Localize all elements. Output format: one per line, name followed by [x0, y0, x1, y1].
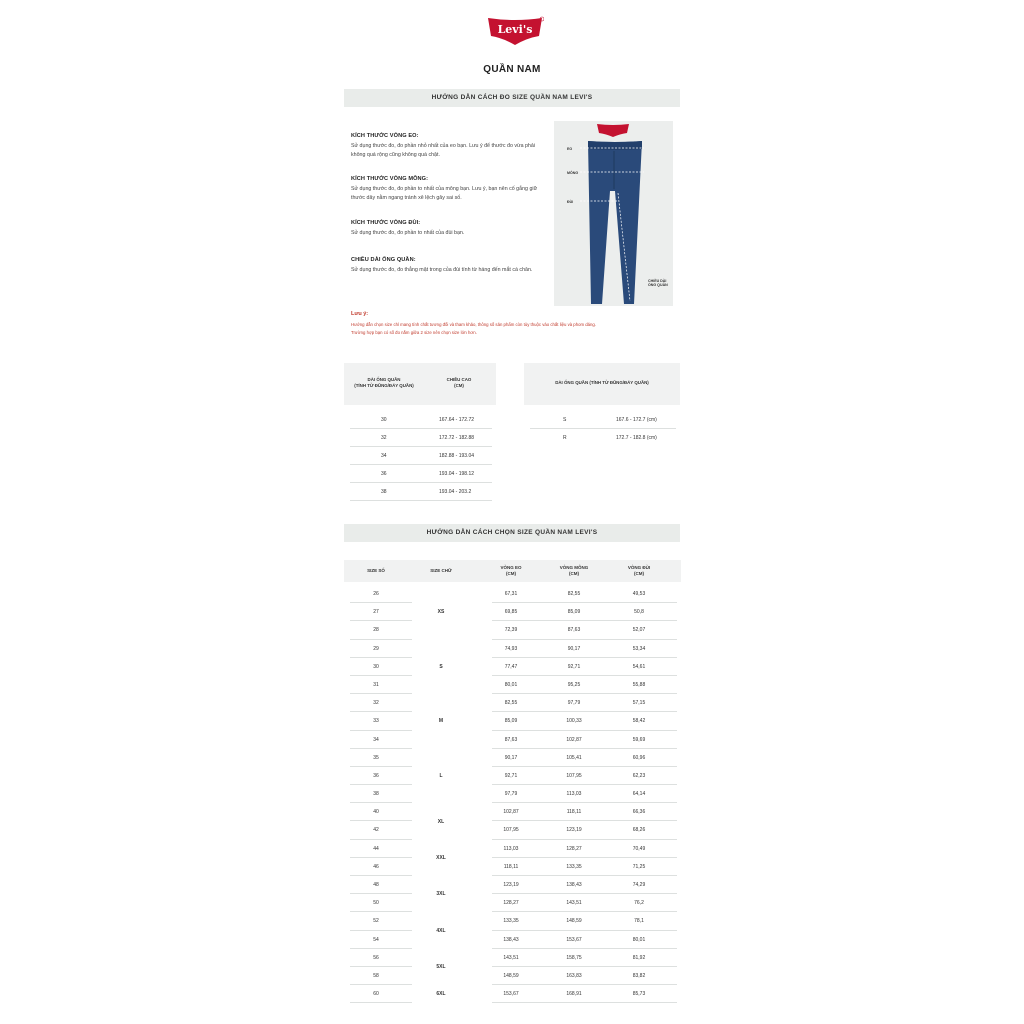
table-cell: 118,11: [503, 863, 519, 870]
table-row: [344, 858, 681, 876]
table-cell: 52: [373, 918, 379, 925]
size-letter-label: XXL: [436, 854, 446, 861]
note-heading: Lưu ý:: [351, 311, 369, 317]
inseam-label-line2: ỐNG QUẦN: [648, 283, 668, 287]
table-cell: 83,82: [632, 972, 646, 979]
hip-guide: [351, 176, 546, 202]
table-row: [344, 712, 681, 730]
table-cell: 82,55: [567, 591, 581, 597]
table-cell: 71,25: [632, 863, 646, 870]
column-header: CHIỀU CAO (CM): [446, 377, 472, 388]
table-row: [344, 785, 681, 803]
table-row: [344, 640, 681, 658]
table-cell: 60,96: [632, 754, 646, 761]
table-cell: 138,43: [503, 936, 519, 943]
table-cell: 81,92: [632, 954, 646, 961]
table-cell: 30: [373, 663, 379, 670]
table-cell: 52,07: [632, 627, 646, 634]
table-row: S 167.6 - 172.7 (cm): [524, 411, 680, 429]
table-row: [344, 676, 681, 694]
table-row: [344, 818, 681, 839]
table-cell: 56: [373, 954, 379, 961]
size-letter-label: 4XL: [436, 927, 446, 934]
table-cell: 44: [373, 845, 379, 852]
hip-text: Sử dụng thước đo, đo phần to nhất của mông bạn. Lưu ý, bạn nên cố gắng giữ thước dây nằm ngang tránh xê lệch gây sai số.: [351, 186, 538, 201]
table-cell: 49,53: [632, 591, 646, 597]
table-row: [344, 912, 681, 930]
table-cell: 76,2: [634, 900, 644, 907]
table-header: [344, 363, 496, 405]
page-title: QUẦN NAM: [483, 64, 541, 75]
table-cell: 168,91: [566, 991, 582, 998]
size-chart-table: [344, 560, 681, 1003]
thigh-guide: [351, 220, 546, 238]
table-cell: 72,39: [504, 627, 518, 634]
size-guide-title: HƯỚNG DẪN CÁCH CHỌN SIZE QUẦN NAM LEVI'S: [344, 524, 680, 542]
table-cell: 74,29: [632, 882, 646, 888]
table-row: [344, 585, 681, 603]
table-cell: 54,61: [632, 663, 646, 670]
table-row: [344, 931, 681, 949]
table-cell: 28: [373, 627, 379, 634]
table-cell: 85,73: [632, 991, 646, 998]
table-cell: 123,19: [503, 882, 519, 888]
table-row: 32 172.72 - 182.88: [344, 429, 496, 447]
table-cell: 57,15: [632, 700, 646, 707]
table-cell: 33: [373, 718, 379, 725]
table-cell: 138,43: [566, 882, 582, 888]
table-cell: 85,09: [567, 609, 581, 616]
table-cell: 58,42: [632, 718, 646, 725]
table-row: 30 167.64 - 172.72: [344, 411, 496, 429]
table-cell: 143,51: [503, 954, 519, 961]
table-cell: 102,87: [566, 736, 582, 743]
table-cell: 87,63: [504, 736, 518, 743]
thigh-label: ĐÙI: [567, 200, 574, 204]
column-header: VÒNG ĐÙI (CM): [627, 565, 651, 576]
column-header: VÒNG MÔNG (CM): [559, 565, 589, 576]
table-cell: 143,51: [566, 900, 582, 907]
table-cell: 158,75: [566, 954, 582, 961]
table-cell: 92,71: [567, 663, 581, 670]
size-letter-label: 5XL: [436, 964, 446, 971]
table-cell: 36: [373, 772, 379, 779]
table-header: [344, 560, 681, 582]
table-cell: 68,26: [632, 827, 646, 834]
table-cell: 118,11: [566, 809, 582, 816]
table-cell: 90,17: [567, 645, 581, 652]
levis-logo: [486, 16, 544, 46]
table-cell: 80,01: [632, 936, 646, 943]
note-text: [351, 321, 681, 337]
jeans-diagram: [554, 121, 673, 306]
measure-guide-title: HƯỚNG DẪN CÁCH ĐO SIZE QUẦN NAM LEVI'S: [344, 89, 680, 107]
size-letter-label: 3XL: [436, 891, 446, 898]
table-row: [344, 949, 681, 967]
table-cell: 29: [373, 645, 379, 652]
table-cell: 77,47: [504, 663, 518, 670]
table-cell: 87,63: [567, 627, 581, 634]
table-row: [344, 749, 681, 767]
table-cell: 40: [373, 809, 379, 816]
table-cell: 85,09: [504, 718, 518, 725]
table-cell: 78,1: [634, 918, 644, 925]
table-row: 38 193.04 - 203.2: [344, 483, 496, 501]
table-cell: 133,35: [503, 918, 519, 925]
size-letter-label: XS: [437, 609, 445, 616]
waist-text: Sử dụng thước đo, đo phần nhỏ nhất của eo bạn. Lưu ý để thước đo vừa phải không quá rộng cũng không quá chật.: [351, 143, 536, 158]
table-row: 34 182.88 - 193.04: [344, 447, 496, 465]
table-row: [344, 731, 681, 749]
table-row: [344, 767, 681, 785]
table-row: [344, 603, 681, 621]
table-cell: 113,03: [503, 845, 519, 852]
column-header: DÀI ỐNG QUẦN (TÍNH TỪ ĐŨNG/ĐÁY QUẦN): [555, 380, 649, 385]
size-letter-label: L: [439, 773, 443, 779]
table-cell: 148,59: [503, 972, 519, 979]
size-letter-label: XL: [437, 818, 445, 825]
table-cell: 74,93: [504, 645, 518, 652]
thigh-heading: KÍCH THƯỚC VÒNG ĐÙI:: [351, 220, 421, 226]
table-row: [344, 894, 681, 912]
table-row: [344, 967, 681, 985]
table-cell: 90,17: [504, 754, 518, 761]
table-cell: 62,23: [632, 772, 646, 779]
table-cell: 42: [373, 827, 379, 834]
column-header: DÀI ỐNG QUẦN (TÍNH TỪ ĐŨNG/ĐÁY QUẦN): [354, 377, 414, 388]
table-cell: 60: [373, 991, 379, 998]
table-cell: 107,95: [503, 827, 519, 834]
table-cell: 64,14: [632, 791, 646, 798]
table-row: [344, 658, 681, 676]
table-cell: 50,8: [634, 609, 644, 616]
table-cell: 31: [373, 681, 379, 688]
fit-height-table: [524, 363, 680, 447]
table-cell: 66,36: [632, 809, 646, 816]
table-cell: 100,33: [566, 718, 582, 725]
table-row: [344, 694, 681, 712]
table-cell: 70,49: [632, 845, 646, 852]
table-cell: 153,67: [503, 991, 519, 998]
table-cell: 82,55: [504, 700, 518, 707]
hip-label: MÔNG: [567, 171, 579, 175]
table-row: 36 193.04 - 198.12: [344, 465, 496, 483]
table-row: [344, 840, 681, 858]
table-cell: 50: [373, 900, 379, 907]
size-letter-label: M: [438, 718, 444, 725]
table-cell: 54: [373, 936, 379, 943]
table-cell: 153,67: [566, 936, 582, 943]
inseam-height-table: [344, 363, 496, 501]
table-cell: 113,03: [566, 791, 582, 798]
table-row: [344, 621, 681, 639]
size-letter-label: 6XL: [436, 991, 446, 998]
table-cell: 105,41: [566, 754, 582, 761]
table-cell: 53,34: [632, 645, 646, 652]
note-line: Trường hợp bạn có số đo nằm giữa 2 size nên chọn size lớn hơn.: [351, 330, 477, 335]
column-header: VÒNG EO (CM): [500, 565, 522, 576]
table-cell: 34: [373, 736, 379, 743]
logo-text: Levi's: [497, 23, 533, 36]
note-line: Hướng dẫn chọn size chỉ mang tính chất tương đối và tham khảo, thông số sản phẩm còn tùy thuộc vào chất liệu và phom dáng.: [351, 322, 597, 327]
table-cell: 148,59: [566, 918, 582, 925]
table-cell: 67,31: [504, 591, 518, 597]
table-row: [344, 985, 681, 1003]
table-row: [344, 876, 681, 894]
table-row: [344, 803, 681, 821]
table-cell: 69,85: [504, 609, 518, 616]
table-cell: 38: [373, 791, 379, 798]
length-heading: CHIỀU DÀI ỐNG QUẦN:: [351, 257, 416, 263]
inseam-label-line1: CHIỀU DÀI: [648, 279, 667, 283]
table-body: [344, 585, 681, 1003]
column-header: SIZE CHỮ: [430, 568, 452, 573]
table-cell: 92,71: [504, 772, 518, 779]
table-cell: 97,79: [504, 791, 518, 798]
waist-label: EO: [567, 147, 573, 151]
table-cell: 59,69: [632, 736, 646, 743]
length-text: Sử dụng thước đo, đo thẳng mặt trong của đùi tính từ háng đến mắt cá chân.: [351, 267, 533, 273]
table-cell: 133,35: [566, 863, 582, 870]
table-cell: 107,95: [566, 772, 582, 779]
table-cell: 27: [373, 609, 379, 616]
length-guide: [351, 257, 546, 275]
column-header: SIZE SỐ: [367, 568, 385, 573]
waist-heading: KÍCH THƯỚC VÒNG EO:: [351, 133, 419, 139]
hip-heading: KÍCH THƯỚC VÒNG MÔNG:: [351, 176, 429, 182]
table-cell: 97,79: [567, 700, 581, 707]
thigh-text: Sử dụng thước đo, đo phần to nhất của đùi bạn.: [351, 230, 465, 236]
table-cell: 80,01: [504, 681, 518, 688]
table-row: R 172.7 - 182.8 (cm): [563, 435, 657, 441]
table-cell: 128,27: [566, 845, 582, 852]
table-cell: 26: [373, 591, 379, 597]
table-cell: 163,83: [566, 972, 582, 979]
size-letter-label: S: [439, 663, 443, 670]
table-cell: 55,88: [632, 681, 646, 688]
table-header: [524, 363, 680, 405]
table-cell: 123,19: [566, 827, 582, 834]
table-cell: 35: [373, 754, 379, 761]
table-cell: 46: [373, 863, 379, 870]
table-cell: 95,25: [567, 681, 581, 688]
table-cell: 32: [373, 700, 379, 707]
table-cell: 102,87: [503, 809, 519, 816]
table-cell: 58: [373, 972, 379, 979]
waist-guide: [351, 133, 546, 159]
table-cell: 48: [373, 882, 379, 888]
table-cell: 128,27: [503, 900, 519, 907]
